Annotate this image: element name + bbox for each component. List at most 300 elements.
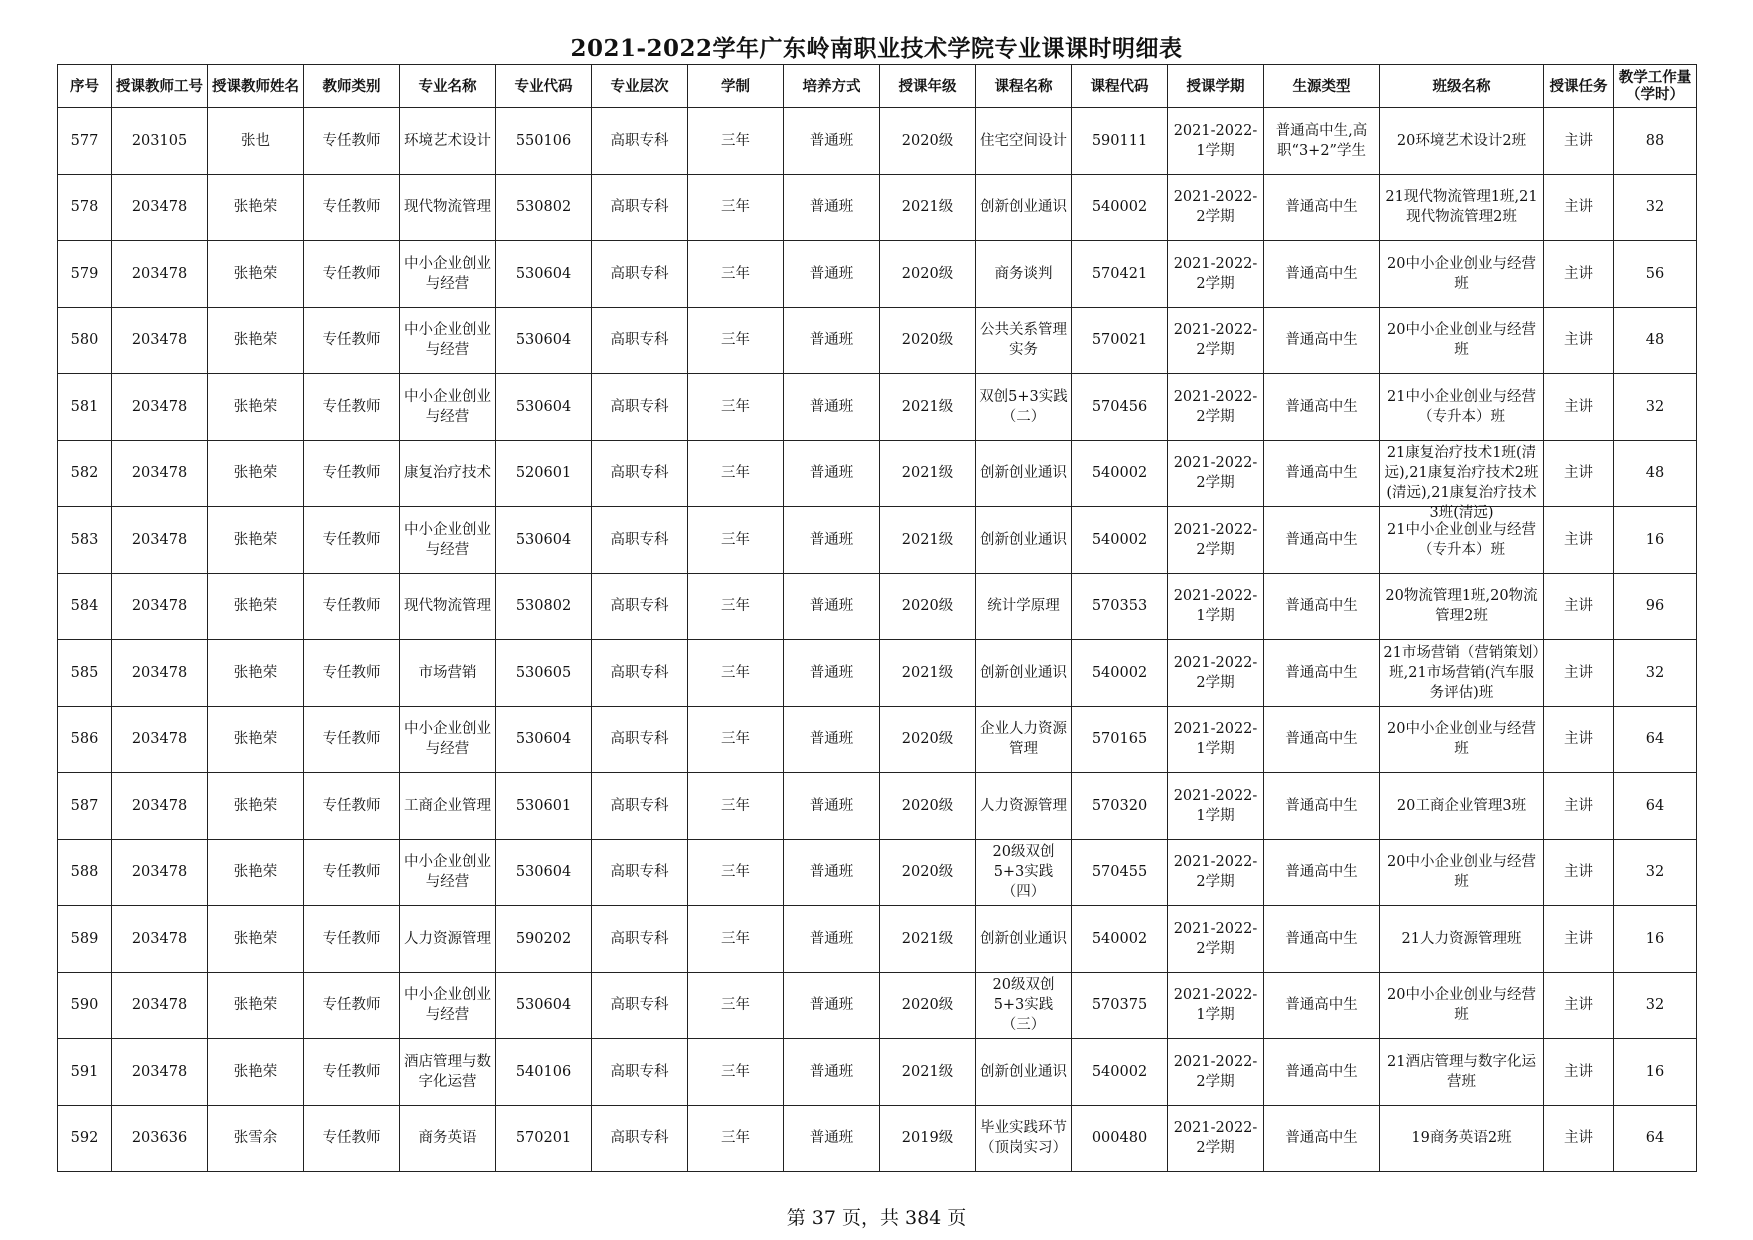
cell-text: 20中小企业创业与经营班 <box>1387 322 1536 359</box>
cell-text: 普通高中生,高职“3+2”学生 <box>1275 122 1368 159</box>
cell-text: 专任教师 <box>322 398 381 415</box>
cell-text: 三年 <box>721 598 750 615</box>
header-semester: 授课学期 <box>1168 65 1264 108</box>
header-major-code: 专业代码 <box>496 65 592 108</box>
cell-task <box>1544 640 1614 707</box>
cell-text: 主讲 <box>1564 864 1593 881</box>
cell-teacher-id <box>112 507 208 574</box>
cell-text: 主讲 <box>1564 997 1593 1014</box>
cell-major-level <box>592 773 688 840</box>
cell-training-mode <box>784 839 880 906</box>
cell-text: 96 <box>1645 598 1665 615</box>
cell-teacher-name <box>208 640 304 707</box>
cell-text: 普通班 <box>809 265 854 282</box>
cell-major-code <box>496 1039 592 1106</box>
cell-task <box>1544 241 1614 308</box>
cell-text: 普通高中生 <box>1285 1063 1358 1080</box>
cell-student-source <box>1264 706 1380 773</box>
table-row <box>58 108 1697 175</box>
cell-text: 主讲 <box>1564 797 1593 814</box>
cell-text: 创新创业通识 <box>980 930 1067 947</box>
cell-course-code <box>1072 1039 1168 1106</box>
cell-major-code <box>496 640 592 707</box>
cell-semester <box>1168 839 1264 906</box>
cell-text: 2021-2022-1学期 <box>1173 122 1258 159</box>
cell-text: 商务谈判 <box>994 265 1053 282</box>
cell-course-name <box>976 307 1072 374</box>
cell-text: 双创5+3实践（二） <box>979 388 1068 425</box>
cell-text: 三年 <box>721 332 750 349</box>
cell-major-level <box>592 706 688 773</box>
cell-training-mode <box>784 706 880 773</box>
cell-text: 530604 <box>515 265 572 282</box>
cell-text: 中小企业创业与经营 <box>404 721 491 758</box>
cell-text: 创新创业通识 <box>980 1063 1067 1080</box>
cell-teacher-name <box>208 906 304 973</box>
cell-class-name <box>1380 706 1544 773</box>
cell-teacher-type <box>304 241 400 308</box>
cell-semester <box>1168 1039 1264 1106</box>
cell-text: 专任教师 <box>322 1130 381 1147</box>
cell-text: 2021-2022-2学期 <box>1173 521 1258 558</box>
cell-text: 专任教师 <box>322 930 381 947</box>
cell-course-code <box>1072 972 1168 1039</box>
cell-text: 203478 <box>131 930 188 947</box>
cell-course-name <box>976 507 1072 574</box>
cell-text: 张艳荣 <box>233 664 278 681</box>
cell-seq <box>58 640 112 707</box>
cell-teacher-id <box>112 241 208 308</box>
cell-text: 普通高中生 <box>1285 930 1358 947</box>
cell-text: 公共关系管理实务 <box>980 322 1067 359</box>
header-duration: 学制 <box>688 65 784 108</box>
cell-text: 590 <box>70 997 99 1014</box>
cell-text: 2021-2022-1学期 <box>1173 987 1258 1024</box>
cell-text: 张艳荣 <box>233 1063 278 1080</box>
cell-text: 530601 <box>515 797 572 814</box>
cell-teacher-id <box>112 839 208 906</box>
course-hours-table <box>57 64 1697 1172</box>
cell-seq <box>58 972 112 1039</box>
cell-major-level <box>592 507 688 574</box>
cell-task <box>1544 307 1614 374</box>
cell-task <box>1544 1039 1614 1106</box>
cell-major-code <box>496 706 592 773</box>
cell-text: 高职专科 <box>610 1063 669 1080</box>
cell-text: 32 <box>1645 864 1665 881</box>
cell-text: 高职专科 <box>610 797 669 814</box>
cell-text: 中小企业创业与经营 <box>404 388 491 425</box>
cell-text: 203105 <box>131 132 188 149</box>
cell-text: 高职专科 <box>610 132 669 149</box>
table-row <box>58 1105 1697 1172</box>
table-body <box>58 108 1697 1172</box>
cell-teacher-name <box>208 773 304 840</box>
cell-text: 创新创业通识 <box>980 664 1067 681</box>
header-teacher-type: 教师类别 <box>304 65 400 108</box>
cell-teacher-type <box>304 839 400 906</box>
cell-duration <box>688 241 784 308</box>
cell-text: 64 <box>1645 731 1665 748</box>
cell-teacher-id <box>112 706 208 773</box>
cell-course-name <box>976 573 1072 640</box>
cell-text: 张艳荣 <box>233 265 278 282</box>
cell-text: 中小企业创业与经营 <box>404 521 491 558</box>
cell-text: 主讲 <box>1564 199 1593 216</box>
cell-text: 2020级 <box>901 332 954 349</box>
cell-text: 普通班 <box>809 465 854 482</box>
cell-text: 2021-2022-2学期 <box>1173 388 1258 425</box>
cell-text: 2020级 <box>901 598 954 615</box>
cell-course-name <box>976 174 1072 241</box>
cell-duration <box>688 906 784 973</box>
cell-class-name <box>1380 241 1544 308</box>
cell-text: 主讲 <box>1564 1063 1593 1080</box>
cell-student-source <box>1264 440 1380 507</box>
cell-workload <box>1614 839 1697 906</box>
cell-teacher-type <box>304 906 400 973</box>
cell-major-code <box>496 1105 592 1172</box>
header-course-name: 课程名称 <box>976 65 1072 108</box>
cell-text: 570201 <box>515 1130 572 1147</box>
cell-text: 中小企业创业与经营 <box>404 255 491 292</box>
cell-text: 530604 <box>515 398 572 415</box>
cell-duration <box>688 573 784 640</box>
table-row <box>58 374 1697 441</box>
cell-text: 高职专科 <box>610 199 669 216</box>
cell-text: 570165 <box>1091 731 1148 748</box>
cell-text: 主讲 <box>1564 731 1593 748</box>
cell-training-mode <box>784 773 880 840</box>
cell-grade <box>880 374 976 441</box>
cell-text: 中小企业创业与经营 <box>404 987 491 1024</box>
cell-text: 2020级 <box>901 997 954 1014</box>
cell-text: 203478 <box>131 199 188 216</box>
cell-text: 585 <box>70 664 99 681</box>
cell-grade <box>880 241 976 308</box>
cell-grade <box>880 307 976 374</box>
cell-teacher-name <box>208 174 304 241</box>
cell-text: 三年 <box>721 531 750 548</box>
cell-text: 48 <box>1645 332 1665 349</box>
cell-text: 普通高中生 <box>1285 1130 1358 1147</box>
cell-seq <box>58 307 112 374</box>
cell-text: 64 <box>1645 1130 1665 1147</box>
cell-teacher-type <box>304 640 400 707</box>
cell-text: 590202 <box>515 930 572 947</box>
cell-duration <box>688 1039 784 1106</box>
cell-text: 20级双创5+3实践（三） <box>992 977 1055 1034</box>
cell-student-source <box>1264 906 1380 973</box>
cell-text: 570455 <box>1091 864 1148 881</box>
cell-text: 高职专科 <box>610 664 669 681</box>
cell-text: 21人力资源管理班 <box>1401 930 1522 947</box>
cell-text: 现代物流管理 <box>404 199 491 216</box>
cell-text: 2021级 <box>901 664 954 681</box>
cell-text: 578 <box>70 199 99 216</box>
cell-workload <box>1614 972 1697 1039</box>
cell-course-name <box>976 108 1072 175</box>
cell-task <box>1544 507 1614 574</box>
cell-major-name <box>400 706 496 773</box>
cell-course-code <box>1072 307 1168 374</box>
cell-text: 530604 <box>515 864 572 881</box>
cell-text: 32 <box>1645 997 1665 1014</box>
cell-text: 中小企业创业与经营 <box>404 854 491 891</box>
cell-text: 2021级 <box>901 465 954 482</box>
cell-text: 高职专科 <box>610 731 669 748</box>
cell-training-mode <box>784 1039 880 1106</box>
cell-text: 三年 <box>721 997 750 1014</box>
cell-text: 专任教师 <box>322 465 381 482</box>
cell-workload <box>1614 1105 1697 1172</box>
cell-course-code <box>1072 640 1168 707</box>
cell-text: 48 <box>1645 465 1665 482</box>
cell-text: 高职专科 <box>610 465 669 482</box>
cell-text: 2020级 <box>901 132 954 149</box>
cell-major-name <box>400 108 496 175</box>
cell-task <box>1544 573 1614 640</box>
cell-text: 主讲 <box>1564 132 1593 149</box>
cell-text: 企业人力资源管理 <box>980 721 1067 758</box>
cell-semester <box>1168 640 1264 707</box>
cell-text: 创新创业通识 <box>980 465 1067 482</box>
cell-text: 三年 <box>721 1063 750 1080</box>
cell-text: 三年 <box>721 398 750 415</box>
cell-duration <box>688 706 784 773</box>
cell-text: 普通班 <box>809 1130 854 1147</box>
cell-text: 张艳荣 <box>233 199 278 216</box>
cell-text: 三年 <box>721 132 750 149</box>
cell-text: 2021级 <box>901 199 954 216</box>
cell-task <box>1544 839 1614 906</box>
cell-text: 591 <box>70 1063 99 1080</box>
cell-teacher-id <box>112 1105 208 1172</box>
header-major-level: 专业层次 <box>592 65 688 108</box>
cell-text: 普通高中生 <box>1285 797 1358 814</box>
cell-text: 普通高中生 <box>1285 332 1358 349</box>
cell-student-source <box>1264 972 1380 1039</box>
cell-text: 创新创业通识 <box>980 531 1067 548</box>
cell-grade <box>880 573 976 640</box>
table-row <box>58 573 1697 640</box>
cell-teacher-name <box>208 1039 304 1106</box>
cell-text: 20中小企业创业与经营班 <box>1387 854 1536 891</box>
cell-student-source <box>1264 307 1380 374</box>
cell-major-level <box>592 440 688 507</box>
cell-text: 普通班 <box>809 997 854 1014</box>
cell-training-mode <box>784 573 880 640</box>
cell-text: 577 <box>70 132 99 149</box>
cell-seq <box>58 1105 112 1172</box>
cell-teacher-name <box>208 241 304 308</box>
cell-text: 普通高中生 <box>1285 664 1358 681</box>
cell-teacher-name <box>208 374 304 441</box>
cell-course-code <box>1072 108 1168 175</box>
cell-teacher-name <box>208 972 304 1039</box>
cell-text: 32 <box>1645 199 1665 216</box>
cell-workload <box>1614 108 1697 175</box>
cell-text: 587 <box>70 797 99 814</box>
cell-text: 普通高中生 <box>1285 531 1358 548</box>
cell-major-name <box>400 773 496 840</box>
cell-class-name <box>1380 906 1544 973</box>
cell-text: 203478 <box>131 265 188 282</box>
cell-text: 21康复治疗技术1班(清远),21康复治疗技术2班(清远),21康复治疗技术3班(清远) <box>1384 445 1539 522</box>
cell-text: 203478 <box>131 864 188 881</box>
cell-seq <box>58 1039 112 1106</box>
cell-task <box>1544 440 1614 507</box>
cell-text: 20工商企业管理3班 <box>1396 797 1527 814</box>
cell-teacher-name <box>208 108 304 175</box>
table-row <box>58 640 1697 707</box>
header-major-name: 专业名称 <box>400 65 496 108</box>
cell-duration <box>688 307 784 374</box>
cell-task <box>1544 706 1614 773</box>
cell-teacher-type <box>304 174 400 241</box>
cell-course-name <box>976 440 1072 507</box>
cell-teacher-type <box>304 1039 400 1106</box>
cell-text: 540002 <box>1091 531 1148 548</box>
cell-student-source <box>1264 507 1380 574</box>
cell-teacher-type <box>304 307 400 374</box>
cell-teacher-type <box>304 1105 400 1172</box>
table-row <box>58 706 1697 773</box>
cell-text: 530605 <box>515 664 572 681</box>
cell-text: 专任教师 <box>322 265 381 282</box>
cell-grade <box>880 1039 976 1106</box>
cell-course-name <box>976 374 1072 441</box>
cell-student-source <box>1264 839 1380 906</box>
cell-training-mode <box>784 440 880 507</box>
cell-text: 88 <box>1645 132 1665 149</box>
cell-teacher-type <box>304 507 400 574</box>
header-student-source: 生源类型 <box>1264 65 1380 108</box>
cell-teacher-name <box>208 440 304 507</box>
cell-course-code <box>1072 1105 1168 1172</box>
cell-text: 高职专科 <box>610 864 669 881</box>
cell-major-level <box>592 374 688 441</box>
cell-text: 570375 <box>1091 997 1148 1014</box>
cell-text: 584 <box>70 598 99 615</box>
cell-duration <box>688 374 784 441</box>
cell-seq <box>58 773 112 840</box>
cell-major-code <box>496 573 592 640</box>
cell-text: 570353 <box>1091 598 1148 615</box>
cell-text: 2021级 <box>901 398 954 415</box>
cell-text: 581 <box>70 398 99 415</box>
cell-text: 570421 <box>1091 265 1148 282</box>
table-row <box>58 307 1697 374</box>
cell-text: 580 <box>70 332 99 349</box>
cell-teacher-id <box>112 573 208 640</box>
cell-text: 21中小企业创业与经营（专升本）班 <box>1387 388 1536 425</box>
cell-text: 56 <box>1645 265 1665 282</box>
table-row <box>58 839 1697 906</box>
cell-seq <box>58 241 112 308</box>
cell-text: 专任教师 <box>322 797 381 814</box>
cell-text: 张也 <box>241 132 270 149</box>
cell-major-name <box>400 174 496 241</box>
cell-text: 64 <box>1645 797 1665 814</box>
cell-text: 普通班 <box>809 132 854 149</box>
cell-text: 20物流管理1班,20物流管理2班 <box>1385 588 1538 625</box>
cell-class-name <box>1380 972 1544 1039</box>
cell-task <box>1544 174 1614 241</box>
cell-text: 普通班 <box>809 398 854 415</box>
table-header-row <box>58 65 1697 108</box>
cell-text: 专任教师 <box>322 332 381 349</box>
cell-text: 三年 <box>721 664 750 681</box>
header-workload: 教学工作量（学时） <box>1614 65 1697 108</box>
cell-text: 20级双创5+3实践（四） <box>992 844 1055 901</box>
cell-text: 主讲 <box>1564 531 1593 548</box>
cell-major-name <box>400 1105 496 1172</box>
cell-text: 专任教师 <box>322 864 381 881</box>
cell-text: 2021级 <box>901 1063 954 1080</box>
cell-text: 000480 <box>1091 1130 1148 1147</box>
cell-teacher-type <box>304 706 400 773</box>
cell-course-code <box>1072 507 1168 574</box>
cell-text: 2021-2022-2学期 <box>1173 322 1258 359</box>
cell-major-level <box>592 839 688 906</box>
cell-course-code <box>1072 241 1168 308</box>
cell-semester <box>1168 241 1264 308</box>
cell-text: 2021-2022-1学期 <box>1173 588 1258 625</box>
cell-text: 张艳荣 <box>233 997 278 1014</box>
cell-text: 主讲 <box>1564 1130 1593 1147</box>
cell-grade <box>880 507 976 574</box>
cell-teacher-type <box>304 374 400 441</box>
table-row <box>58 906 1697 973</box>
cell-text: 工商企业管理 <box>404 797 491 814</box>
cell-major-code <box>496 108 592 175</box>
table-row <box>58 440 1697 507</box>
cell-text: 普通班 <box>809 332 854 349</box>
cell-semester <box>1168 507 1264 574</box>
cell-class-name <box>1380 640 1544 707</box>
cell-text: 普通班 <box>809 797 854 814</box>
cell-class-name <box>1380 108 1544 175</box>
cell-major-code <box>496 507 592 574</box>
cell-task <box>1544 1105 1614 1172</box>
cell-text: 专任教师 <box>322 731 381 748</box>
cell-class-name <box>1380 1039 1544 1106</box>
cell-course-name <box>976 241 1072 308</box>
cell-text: 专任教师 <box>322 598 381 615</box>
cell-class-name <box>1380 374 1544 441</box>
cell-text: 三年 <box>721 465 750 482</box>
cell-text: 张雪余 <box>233 1130 278 1147</box>
table-row <box>58 174 1697 241</box>
cell-text: 高职专科 <box>610 332 669 349</box>
cell-major-name <box>400 374 496 441</box>
cell-semester <box>1168 174 1264 241</box>
cell-seq <box>58 174 112 241</box>
cell-workload <box>1614 174 1697 241</box>
cell-text: 20中小企业创业与经营班 <box>1387 721 1536 758</box>
cell-student-source <box>1264 573 1380 640</box>
cell-duration <box>688 174 784 241</box>
cell-text: 540106 <box>515 1063 572 1080</box>
cell-seq <box>58 507 112 574</box>
cell-text: 张艳荣 <box>233 864 278 881</box>
cell-text: 530604 <box>515 332 572 349</box>
cell-text: 530604 <box>515 731 572 748</box>
cell-text: 三年 <box>721 265 750 282</box>
page-title: 2021-2022学年广东岭南职业技术学院专业课课时明细表 <box>570 35 1183 62</box>
cell-duration <box>688 1105 784 1172</box>
